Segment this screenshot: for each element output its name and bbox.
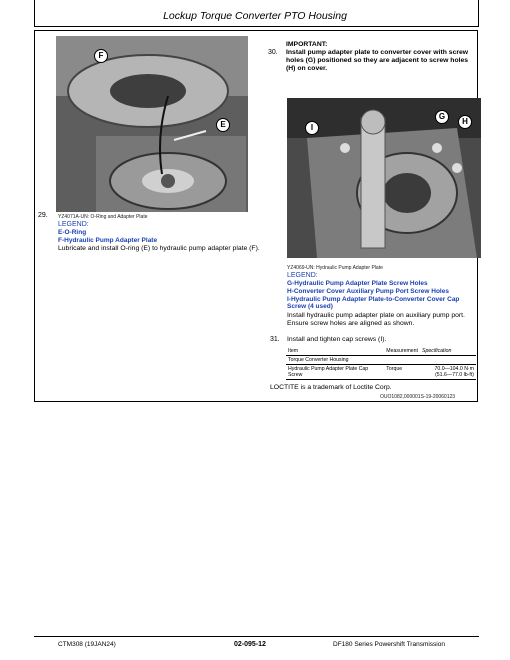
header-item: Item (288, 348, 299, 354)
important-text: Install pump adapter plate to converter cover with screw holes (G) positioned so they are adjacent to screw holes (H) on cover. (286, 49, 469, 73)
doc-reference: OUO1082,000001S-19-20060123 (380, 394, 456, 400)
footer-page-number: 02-095-12 (234, 641, 266, 648)
callout-f: F (94, 49, 108, 63)
legend-item-f: F-Hydraulic Pump Adapter Plate (58, 237, 158, 244)
row-spec: 70.0—104.0 N·m (51.6—77.0 lb-ft) (434, 366, 474, 378)
header-measurement: Measurement (386, 348, 418, 354)
legend-item-e: E-O-Ring (58, 229, 87, 236)
callout-e: E (216, 118, 230, 132)
spec-table-group (286, 356, 476, 365)
table-row (286, 365, 476, 380)
spec-table-header (286, 347, 476, 356)
row-measurement: Torque (386, 366, 403, 372)
legend-item-i: I-Hydraulic Pump Adapter Plate-to-Converter Cover Cap Screw (4 used) (287, 296, 460, 310)
legend-item-g: G-Hydraulic Pump Adapter Plate Screw Holes (287, 280, 428, 287)
step-29-image-id: YZ4071A-UN: O-Ring and Adapter Plate (58, 214, 148, 220)
legend-item-h: H-Converter Cover Auxiliary Pump Port Screw Holes (287, 288, 449, 295)
callout-g: G (435, 110, 449, 124)
trademark-note: LOCTITE is a trademark of Loctite Corp. (270, 384, 392, 391)
step-31-number: 31. (270, 336, 280, 343)
footer-manual-title: DF180 Series Powershift Transmission (333, 641, 445, 648)
step-29-legend-title: LEGEND: (58, 221, 89, 228)
step-30-text: Install hydraulic pump adapter plate on auxiliary pump port. Ensure screw holes are aligned as shown. (287, 312, 465, 328)
step-29-text: Lubricate and install O-ring (E) to hydraulic pump adapter plate (F). (58, 245, 260, 252)
callout-h: H (458, 115, 472, 129)
callout-i: I (305, 121, 319, 135)
group-label: Torque Converter Housing (288, 357, 349, 363)
step-31-text: Install and tighten cap screws (I). (287, 336, 387, 343)
step-30-image-id: YZ4069-UN: Hydraulic Pump Adapter Plate (287, 265, 383, 271)
step-30-number: 30. (268, 49, 278, 56)
spec-table (286, 347, 476, 380)
header-rule (34, 26, 479, 27)
row-item: Hydraulic Pump Adapter Plate Cap Screw (288, 366, 369, 378)
header-specification: Specification (422, 348, 452, 354)
page-title: Lockup Torque Converter PTO Housing (163, 10, 347, 22)
step-30-legend-title: LEGEND: (287, 272, 318, 279)
important-label: IMPORTANT: (286, 41, 328, 48)
footer-manual-id: CTM308 (19JAN24) (58, 641, 116, 648)
step-29-number: 29. (38, 212, 48, 219)
footer-rule (34, 636, 479, 637)
